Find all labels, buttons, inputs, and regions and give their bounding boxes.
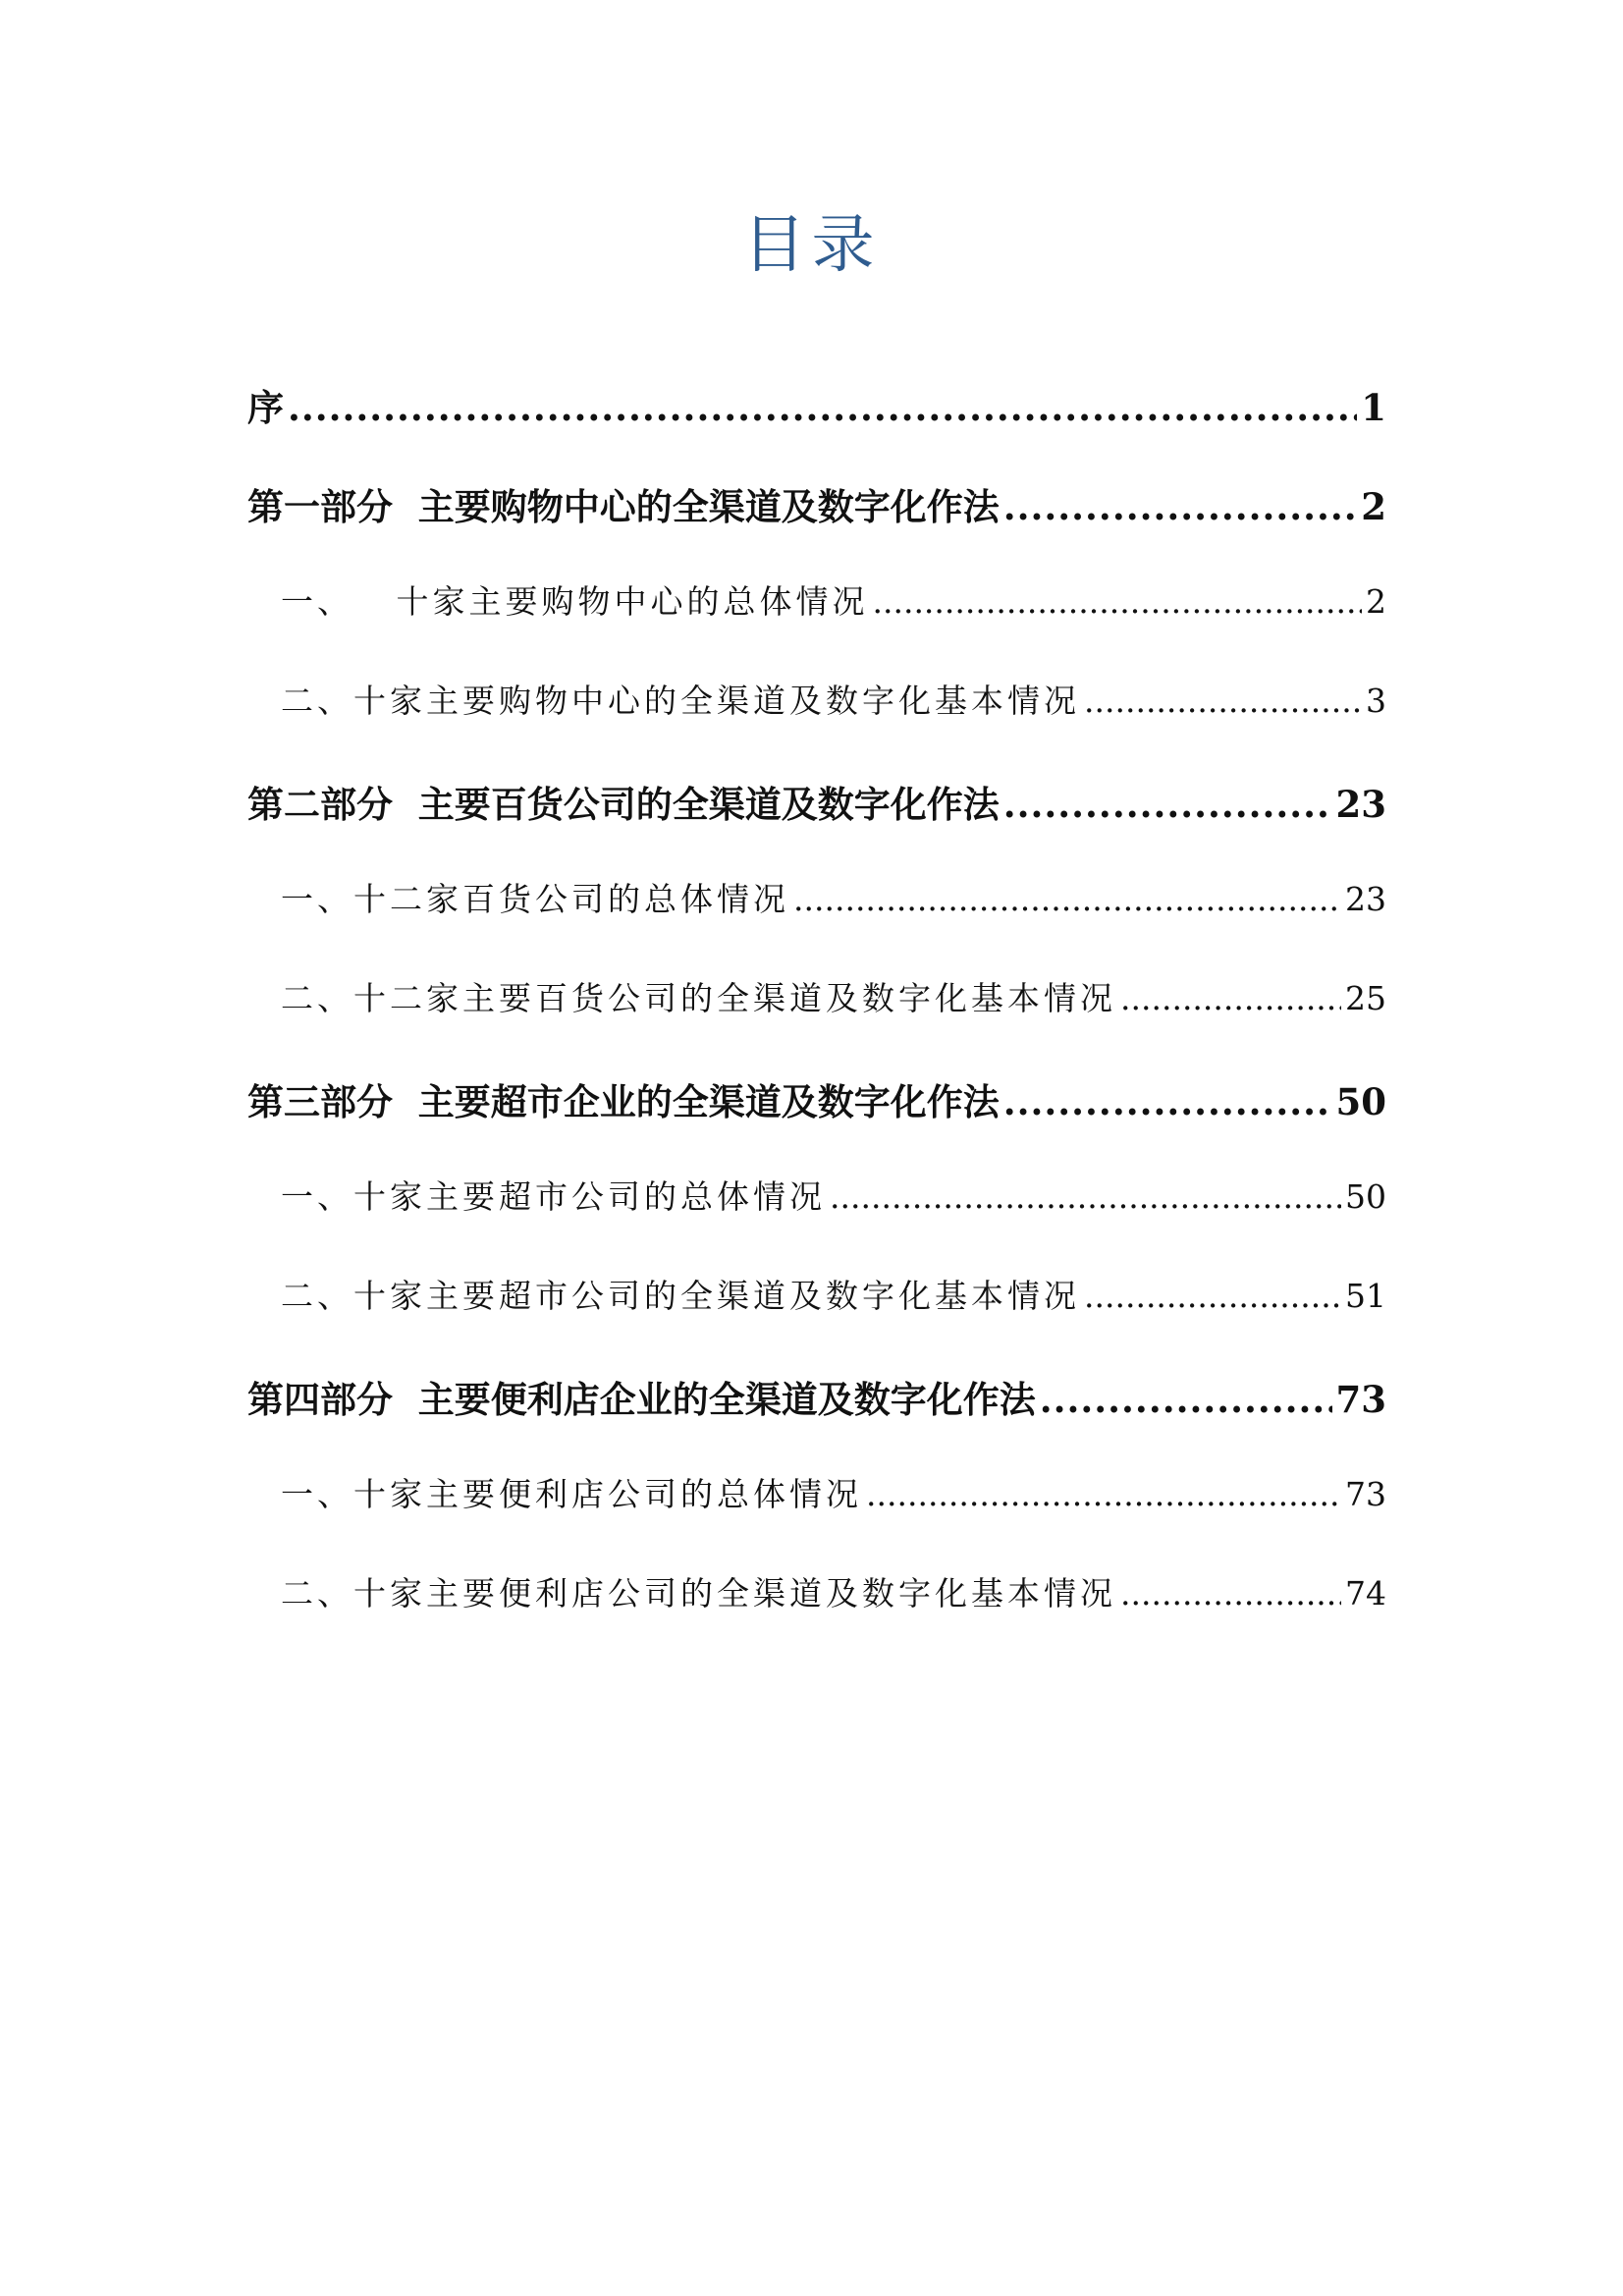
toc-leader-dots — [1084, 682, 1362, 720]
toc-entry-label: 一、 十家主要购物中心的总体情况 — [281, 582, 869, 621]
toc-entry[interactable] — [247, 1072, 1386, 1172]
toc-entry-label: 第三部分 主要超市企业的全渠道及数字化作法 — [247, 1080, 1000, 1123]
toc-leader-dots — [1084, 1277, 1341, 1315]
toc-entry-label: 一、十二家百货公司的总体情况 — [281, 880, 789, 918]
toc-entry-page: 23 — [1345, 880, 1386, 918]
toc-leader-dots — [1120, 979, 1341, 1017]
toc-entry-page: 50 — [1345, 1177, 1386, 1216]
toc-entry-label: 二、十二家主要百货公司的全渠道及数字化基本情况 — [281, 979, 1116, 1017]
toc-entry-label: 第一部分 主要购物中心的全渠道及数字化作法 — [247, 485, 1000, 528]
toc-entry-label: 二、十家主要便利店公司的全渠道及数字化基本情况 — [281, 1574, 1116, 1613]
toc-entry-page: 2 — [1361, 485, 1386, 528]
toc-entry[interactable] — [247, 1271, 1386, 1370]
toc-entry-page: 2 — [1366, 582, 1386, 621]
toc-leader-dots — [793, 880, 1341, 918]
toc-leader-dots — [872, 582, 1362, 621]
toc-entry[interactable] — [247, 1370, 1386, 1469]
toc-entry-page: 74 — [1345, 1574, 1386, 1613]
toc-leader-dots — [1120, 1574, 1341, 1613]
toc-leader-dots — [1003, 783, 1332, 826]
toc-leader-dots — [1040, 1378, 1332, 1421]
toc-entry[interactable] — [247, 874, 1386, 973]
toc-entry-page: 23 — [1335, 783, 1386, 826]
toc-entry[interactable] — [247, 576, 1386, 676]
toc-entry[interactable] — [247, 775, 1386, 874]
toc-entry-label: 一、十家主要超市公司的总体情况 — [281, 1177, 826, 1216]
toc-entry-label: 第四部分 主要便利店企业的全渠道及数字化作法 — [247, 1378, 1036, 1421]
toc-entry[interactable] — [247, 973, 1386, 1072]
toc-leader-dots — [866, 1475, 1341, 1513]
toc-entry[interactable] — [247, 1568, 1386, 1667]
toc-entry-label: 二、十家主要购物中心的全渠道及数字化基本情况 — [281, 682, 1080, 720]
toc-entry[interactable] — [247, 676, 1386, 775]
toc-entry[interactable] — [247, 477, 1386, 576]
toc-entry-page: 51 — [1345, 1277, 1386, 1315]
toc-entry[interactable] — [247, 378, 1386, 477]
toc-leader-dots — [1003, 1080, 1332, 1123]
toc-leader-dots — [830, 1177, 1341, 1216]
toc-leader-dots — [288, 386, 1357, 429]
toc-list — [247, 378, 1386, 1667]
toc-entry-label: 第二部分 主要百货公司的全渠道及数字化作法 — [247, 783, 1000, 826]
toc-entry-label: 一、十家主要便利店公司的总体情况 — [281, 1475, 862, 1513]
toc-entry[interactable] — [247, 1172, 1386, 1271]
page-title: 目录 — [742, 209, 881, 282]
toc-entry-page: 73 — [1345, 1475, 1386, 1513]
toc-entry[interactable] — [247, 1469, 1386, 1568]
toc-entry-page: 73 — [1335, 1378, 1386, 1421]
toc-entry-page: 1 — [1361, 386, 1386, 429]
toc-entry-page: 25 — [1345, 979, 1386, 1017]
toc-entry-label: 序 — [247, 386, 284, 429]
toc-leader-dots — [1003, 485, 1357, 528]
toc-entry-page: 50 — [1335, 1080, 1386, 1123]
toc-entry-page: 3 — [1366, 682, 1386, 720]
toc-entry-label: 二、十家主要超市公司的全渠道及数字化基本情况 — [281, 1277, 1080, 1315]
